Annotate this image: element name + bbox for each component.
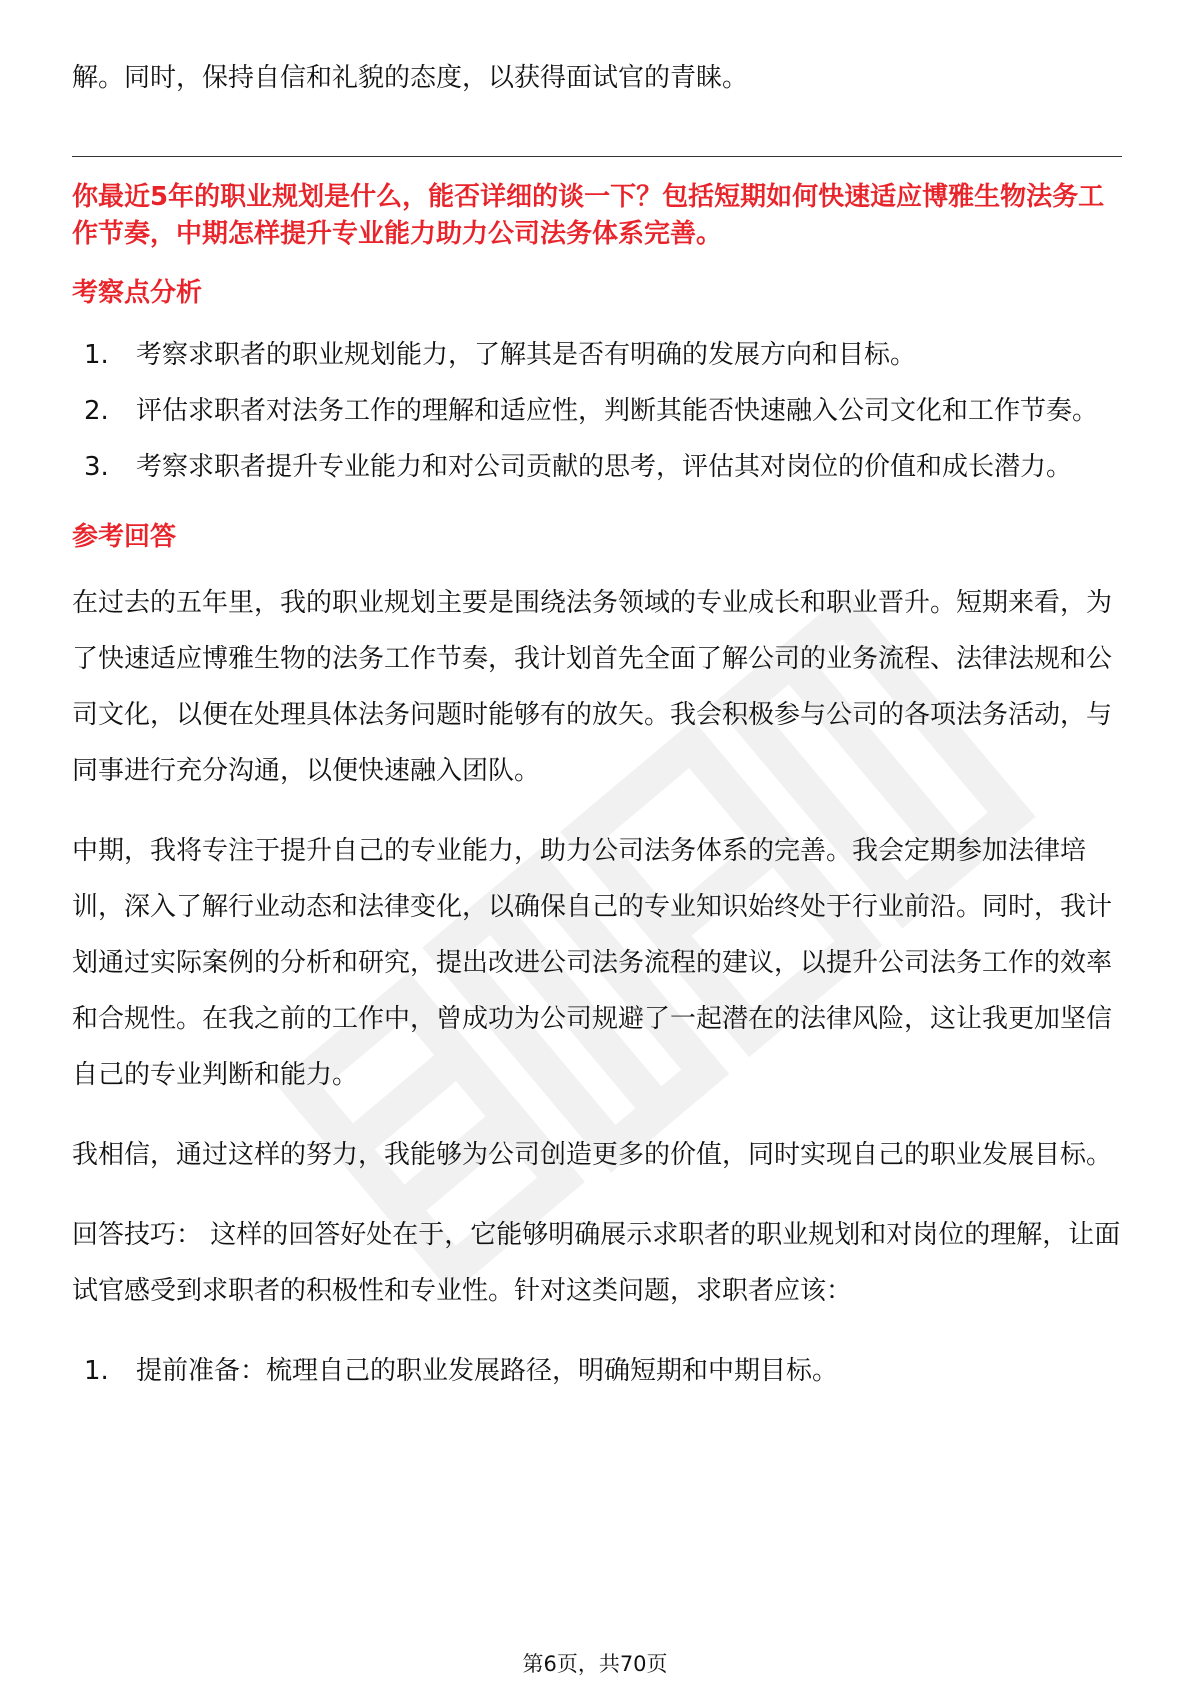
- page-content: [72, 50, 1122, 1399]
- list-item-text: 评估求职者对法务工作的理解和适应性，判断其能否快速融入公司文化和工作节奏。: [136, 396, 1099, 426]
- list-item-text: 考察求职者提升专业能力和对公司贡献的思考，评估其对岗位的价值和成长潜力。: [136, 452, 1073, 482]
- answer-tips-paragraph: 回答技巧： 这样的回答好处在于，它能够明确展示求职者的职业规划和对岗位的理解，让面试官感受到求职者的积极性和专业性。针对这类问题，求职者应该：: [72, 1220, 1121, 1306]
- list-item-number: 1.: [84, 1356, 109, 1386]
- tips-list: [72, 1343, 1122, 1399]
- list-item-text: 提前准备：梳理自己的职业发展路径，明确短期和中期目标。: [136, 1356, 839, 1386]
- answer-paragraph: 在过去的五年里，我的职业规划主要是围绕法务领域的专业成长和职业晋升。短期来看，为了快速适应博雅生物的法务工作节奏，我计划首先全面了解公司的业务流程、法律法规和公司文化，以便在处理具体法务问题时能够有的放矢。我会积极参与公司的各项法务活动，与同事进行充分沟通，以便快速融入团队。: [72, 588, 1113, 786]
- list-item-number: 3.: [84, 452, 109, 482]
- analysis-list: [72, 327, 1122, 495]
- list-item-number: 2.: [84, 396, 109, 426]
- list-item-number: 1.: [84, 340, 109, 370]
- list-item: [72, 1343, 1122, 1399]
- list-item: [72, 383, 1122, 439]
- interview-question: 你最近5年的职业规划是什么，能否详细的谈一下？包括短期如何快速适应博雅生物法务工作节奏，中期怎样提升专业能力助力公司法务体系完善。: [72, 182, 1105, 249]
- list-item: [72, 439, 1122, 495]
- reference-heading: 参考回答: [72, 522, 177, 552]
- answer-paragraph: 我相信，通过这样的努力，我能够为公司创造更多的价值，同时实现自己的职业发展目标。: [72, 1140, 1113, 1170]
- list-item-text: 考察求职者的职业规划能力，了解其是否有明确的发展方向和目标。: [136, 340, 917, 370]
- page-footer: 第6页，共70页: [522, 1652, 668, 1676]
- section-divider: [72, 156, 1122, 157]
- list-item: [72, 327, 1122, 383]
- analysis-heading: 考察点分析: [72, 278, 203, 308]
- answer-paragraph: 中期，我将专注于提升自己的专业能力，助力公司法务体系的完善。我会定期参加法律培训，深入了解行业动态和法律变化，以确保自己的专业知识始终处于行业前沿。同时，我计划通过实际案例的分析和研究，提出改进公司法务流程的建议，以提升公司法务工作的效率和合规性。在我之前的工作中，曾成功为公司规避了一起潜在的法律风险，这让我更加坚信自己的专业判断和能力。: [72, 836, 1113, 1090]
- intro-paragraph: 解。同时，保持自信和礼貌的态度，以获得面试官的青睐。: [72, 63, 749, 93]
